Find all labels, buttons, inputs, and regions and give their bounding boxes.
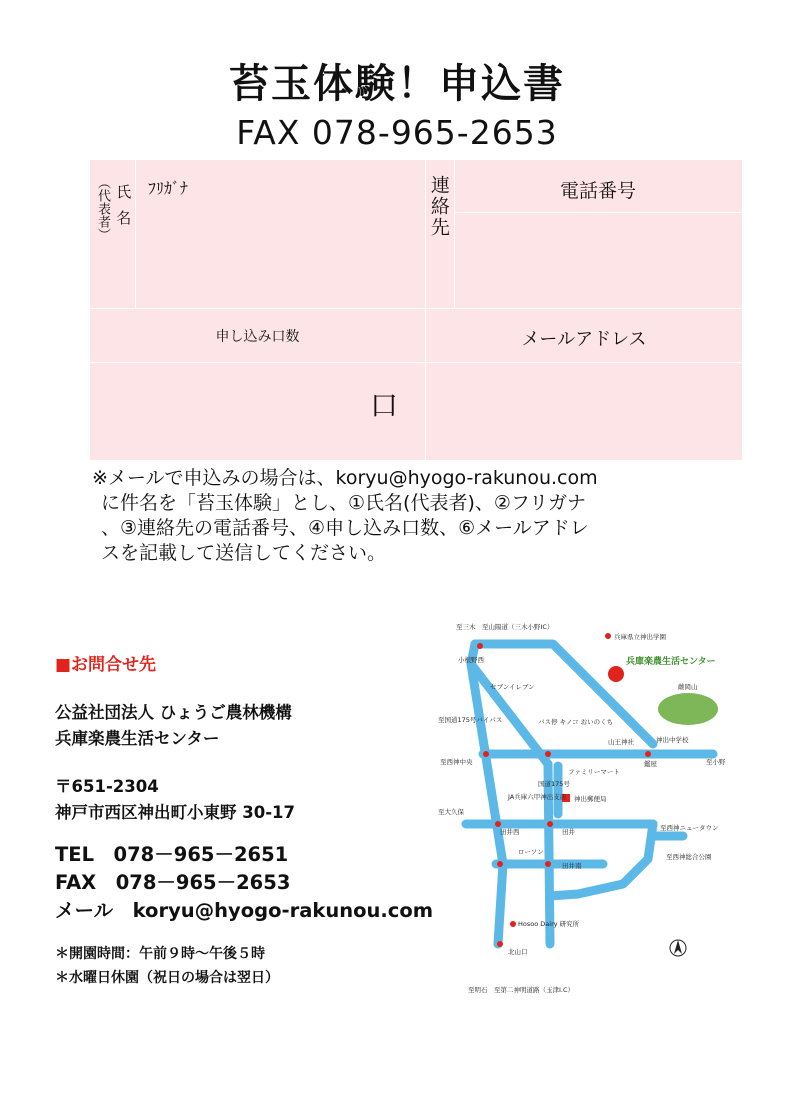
contact-info bbox=[55, 650, 435, 987]
notice-line: ※メールで申込みの場合は、koryu@hyogo-rakunou.com bbox=[92, 467, 598, 489]
road-diagonal bbox=[471, 664, 550, 944]
fax-number-heading: FAX 078-965-2653 bbox=[236, 113, 558, 152]
opening-hours: ＊開園時間：午前９時～午後５時 bbox=[55, 946, 265, 962]
email-label: メールアドレス bbox=[521, 329, 647, 350]
form-divider bbox=[90, 308, 742, 309]
notice-line: スを記載して送信してください。 bbox=[101, 542, 387, 564]
count-label: 申し込み口数 bbox=[215, 329, 300, 345]
signal-icon bbox=[497, 941, 503, 947]
map-label: セブンイレブン bbox=[490, 683, 535, 691]
address: 神戸市西区神出町小東野 30-17 bbox=[55, 803, 296, 822]
name-label-sub: （代表者） bbox=[94, 176, 110, 241]
map-label: 国道175号 bbox=[538, 780, 570, 788]
access-map bbox=[438, 614, 738, 1000]
map-label: 田井 bbox=[562, 828, 575, 836]
phone-label: 電話番号 bbox=[559, 180, 636, 202]
map-label: 神出郵便局 bbox=[574, 795, 607, 803]
signal-icon bbox=[545, 751, 551, 757]
map-label: JA兵庫六甲神出支店 bbox=[508, 793, 567, 801]
email-address: メール koryu@hyogo-rakunou.com bbox=[55, 899, 434, 922]
map-label: ファミリーマート bbox=[568, 768, 620, 776]
tel-number: TEL 078－965－2651 bbox=[55, 843, 289, 866]
count-unit: 口 bbox=[370, 389, 399, 422]
map-label: 至国道175号バイパス bbox=[438, 716, 503, 724]
school-marker-icon bbox=[605, 633, 611, 639]
signal-icon bbox=[545, 861, 551, 867]
form-divider bbox=[90, 362, 742, 363]
page-title: 苔玉体験！申込書 bbox=[229, 61, 565, 107]
map-label: 田井南 bbox=[562, 862, 582, 870]
map-label: Hosoo Dairy 研究所 bbox=[518, 920, 580, 928]
signal-icon bbox=[547, 821, 553, 827]
map-label: バス停 キノコ おいのくち bbox=[538, 718, 614, 726]
notice-line: に件名を「苔玉体験」とし、①氏名(代表者)、②フリガナ bbox=[101, 492, 586, 514]
form-divider bbox=[425, 160, 426, 308]
map-label: 至西神ニュータウン bbox=[660, 824, 719, 832]
fax-number: FAX 078－965－2653 bbox=[55, 871, 291, 894]
apple-logo-icon bbox=[608, 666, 624, 682]
lab-marker-icon bbox=[510, 921, 516, 927]
notice-line: 、③連絡先の電話番号、④申し込み口数、⑥メールアドレ bbox=[101, 517, 589, 539]
postal-code: 〒651-2304 bbox=[55, 777, 159, 796]
signal-icon bbox=[495, 821, 501, 827]
map-label: 兵庫県立神出学園 bbox=[614, 633, 666, 641]
map-label: 小根野西 bbox=[458, 656, 484, 664]
map-label: 至大久保 bbox=[438, 808, 464, 816]
furigana-label: ﾌﾘｶﾞﾅ bbox=[148, 179, 189, 198]
org-name: 公益社団法人 ひょうご農林機構 bbox=[55, 703, 292, 722]
map-label: 神出中学校 bbox=[656, 736, 689, 744]
contact-label: 連絡先 bbox=[427, 175, 450, 238]
signal-icon bbox=[497, 861, 503, 867]
map-label: 北山口 bbox=[508, 948, 528, 956]
map-label: 至西神中央 bbox=[440, 758, 473, 766]
email-notice bbox=[92, 466, 752, 566]
map-label: ローソン bbox=[518, 848, 544, 856]
contact-heading: ■お問合せ先 bbox=[55, 655, 157, 675]
mountain-icon bbox=[658, 693, 718, 725]
map-label: 至小野 bbox=[706, 758, 726, 766]
map-label: 鑑屋 bbox=[644, 760, 657, 768]
name-label-b: 名 bbox=[114, 210, 133, 225]
signal-icon bbox=[477, 643, 483, 649]
map-label: 田井西 bbox=[500, 828, 520, 836]
map-label: 至西神総合公園 bbox=[666, 853, 712, 861]
map-label: 雌岡山 bbox=[678, 683, 698, 691]
map-label: 兵庫楽農生活センター bbox=[626, 657, 716, 667]
map-label: 至三木 至山陽道（三木小野IC） bbox=[456, 623, 554, 631]
name-label-a: 氏 bbox=[114, 184, 133, 199]
application-form bbox=[90, 160, 742, 460]
north-arrow-pointer-icon bbox=[674, 940, 682, 954]
closed-day: ＊水曜日休園（祝日の場合は翌日） bbox=[55, 970, 279, 986]
form-divider bbox=[135, 160, 136, 308]
signal-icon bbox=[483, 751, 489, 757]
form-divider bbox=[454, 212, 742, 213]
signal-icon bbox=[645, 751, 651, 757]
map-label: 山王神社 bbox=[608, 738, 634, 746]
center-name: 兵庫楽農生活センター bbox=[55, 729, 220, 748]
map-label: 至明石 至第二神明道路（玉津I.C） bbox=[468, 986, 575, 994]
